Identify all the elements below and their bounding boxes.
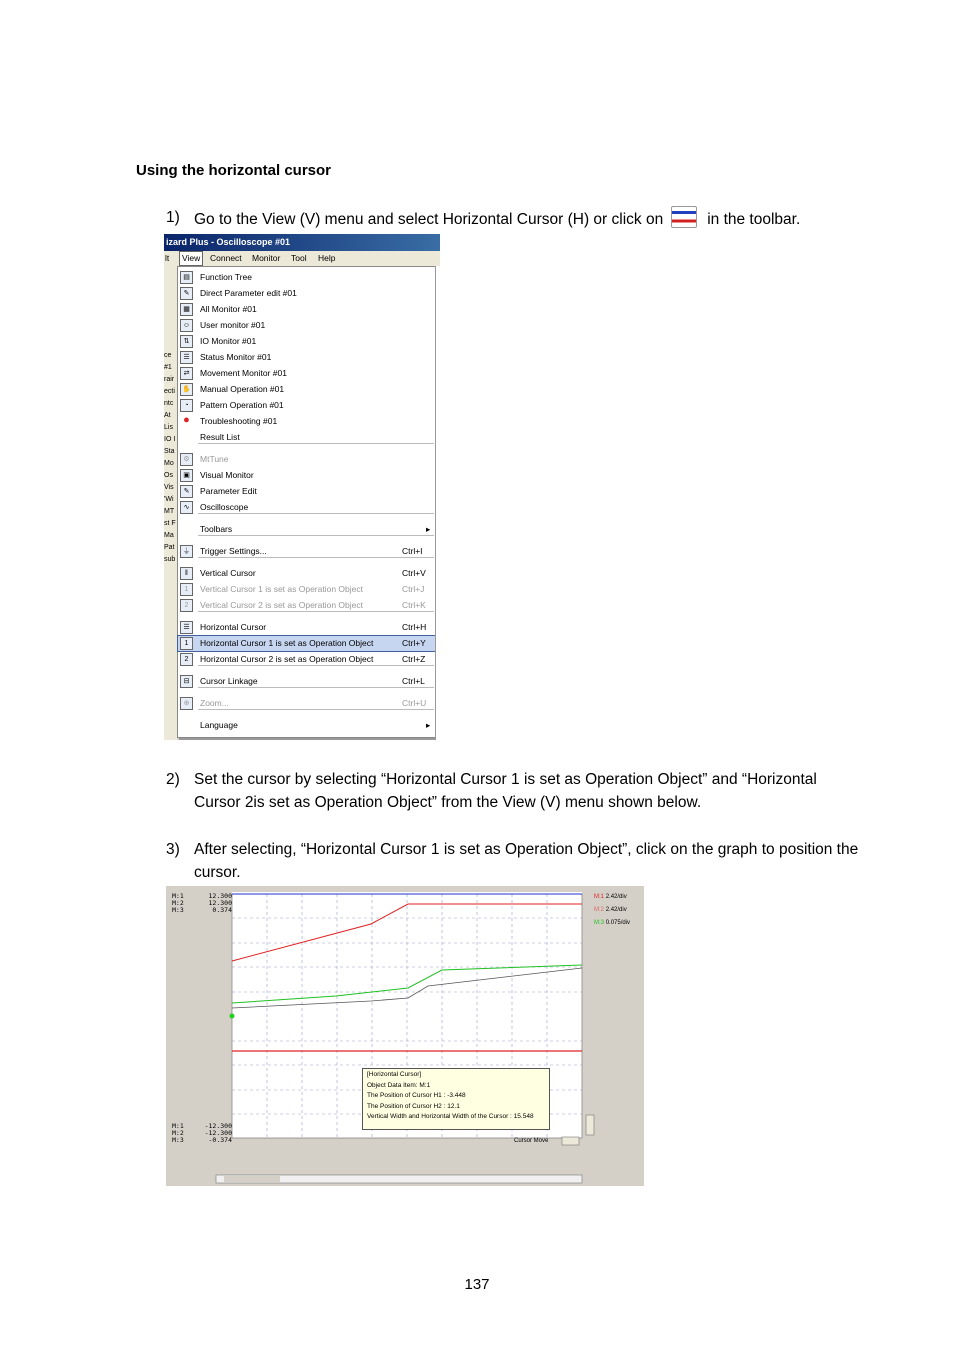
- movement-monitor-icon: ⇄: [180, 367, 193, 380]
- cursor-move-spinner: [586, 1115, 594, 1135]
- menu-separator: [198, 443, 434, 444]
- strip-fragment: Lis: [164, 424, 173, 431]
- menu-item[interactable]: [178, 366, 435, 381]
- menu-separator: [198, 557, 434, 558]
- menu-item[interactable]: [178, 620, 435, 635]
- top-channel-values: 12.300 12.300 0.374: [208, 892, 232, 914]
- strip-fragment: Mo: [164, 460, 174, 467]
- menu-item-label: Status Monitor #01: [200, 352, 272, 362]
- strip-fragment: ntc: [164, 400, 174, 407]
- menu-item-shortcut: Ctrl+Y: [402, 638, 426, 648]
- menu-item-label: Horizontal Cursor: [200, 622, 267, 632]
- cursor-move-label: Cursor Move: [514, 1138, 549, 1144]
- strip-fragment: [164, 302, 177, 314]
- page-number: 137: [464, 1276, 490, 1293]
- step-2: [166, 768, 886, 814]
- menu-item-label: Troubleshooting #01: [200, 416, 278, 426]
- menu-item-shortcut: Ctrl+H: [402, 622, 427, 632]
- menu-item-label: Language: [200, 720, 238, 730]
- horizontal-cursor-icon: [671, 206, 697, 228]
- menu-view[interactable]: View: [179, 251, 203, 266]
- background-window-edge: [435, 266, 440, 740]
- menu-item[interactable]: [178, 382, 435, 397]
- strip-fragment: Os: [164, 472, 173, 479]
- menu-item-label: Oscilloscope: [200, 502, 249, 512]
- cursor-linkage-icon: ⊟: [180, 675, 193, 688]
- parameter-edit-icon: ✎: [180, 485, 193, 498]
- strip-fragment: Ma: [164, 532, 174, 539]
- strip-fragment: Vis: [164, 484, 174, 491]
- cursor-move-buttons: [562, 1137, 579, 1145]
- strip-fragment: st F: [164, 520, 176, 527]
- strip-fragment: Pat: [164, 544, 175, 551]
- menu-item-shortcut: ▸: [426, 720, 431, 730]
- legend-entry-m2: M:2 2.42/div: [594, 907, 627, 913]
- strip-fragment: [164, 338, 177, 350]
- background-window-strip: [164, 266, 177, 740]
- menu-item-label: MtTune: [200, 454, 229, 464]
- menu-item-label: Direct Parameter edit #01: [200, 288, 297, 298]
- step-text: Go to the View (V) menu and select Horizontal Cursor (H) or click on in the toolbar.: [194, 206, 800, 231]
- menu-separator: [198, 709, 434, 710]
- menu-item: [178, 582, 435, 597]
- legend-entry-m1: M:1 2.42/div: [594, 894, 627, 900]
- strip-fragment: ecti: [164, 388, 175, 395]
- menu-item-shortcut: Ctrl+V: [402, 568, 426, 578]
- menu-item-shortcut: Ctrl+Z: [402, 654, 426, 664]
- menu-item-label: Visual Monitor: [200, 470, 254, 480]
- menu-item-label: Horizontal Cursor 1 is set as Operation Object: [200, 638, 374, 648]
- scrollbar-thumb: [224, 1176, 280, 1182]
- bottom-channel-values: -12.300 -12.300 -0.374: [204, 1122, 232, 1144]
- menu-separator: [198, 687, 434, 688]
- menu-item-shortcut: Ctrl+J: [402, 584, 425, 594]
- zoom-icon: ⊕: [180, 697, 193, 710]
- strip-fragment: At: [164, 412, 171, 419]
- menu-item[interactable]: [178, 350, 435, 365]
- menu-tool[interactable]: Tool: [291, 253, 307, 263]
- cursor-marker: [230, 1014, 235, 1019]
- menu-item-label: Movement Monitor #01: [200, 368, 287, 378]
- step-number: 2): [166, 771, 180, 788]
- menu-separator: [198, 611, 434, 612]
- menu-item-label: Trigger Settings...: [200, 546, 267, 556]
- strip-fragment: 'Wi: [164, 496, 174, 503]
- parameter-edit-icon: ✎: [180, 287, 193, 300]
- vertical-cursor-1-icon: 1: [180, 583, 193, 596]
- menu-item-label: Vertical Cursor: [200, 568, 256, 578]
- menu-item[interactable]: [178, 302, 435, 317]
- plot-svg: [166, 886, 644, 1186]
- menu-item-label: Function Tree: [200, 272, 252, 282]
- function-tree-icon: ▤: [180, 271, 193, 284]
- vertical-cursor-icon: ‖: [180, 567, 193, 580]
- horizontal-cursor-2-icon: 2: [180, 653, 193, 666]
- menu-monitor[interactable]: Monitor: [252, 253, 281, 263]
- mttune-icon: ⚙: [180, 453, 193, 466]
- menu-item-shortcut: ▸: [426, 524, 431, 534]
- strip-fragment: [164, 326, 177, 338]
- pattern-operation-icon: ◔: [180, 399, 193, 412]
- strip-fragment: [164, 290, 177, 302]
- menu-item[interactable]: [178, 318, 435, 333]
- window-title: izard Plus - Oscilloscope #01: [164, 234, 440, 251]
- strip-fragment: [164, 266, 177, 278]
- oscilloscope-screenshot: [166, 886, 644, 1186]
- view-menu-screenshot: [164, 234, 440, 740]
- menu-item-label: Parameter Edit: [200, 486, 257, 496]
- menu-separator: [198, 665, 434, 666]
- menu-item-shortcut: Ctrl+U: [402, 698, 427, 708]
- menu-lt: lt: [165, 253, 170, 263]
- io-monitor-icon: ⇅: [180, 335, 193, 348]
- monitor-icon: ▦: [180, 303, 193, 316]
- menu-connect[interactable]: Connect: [210, 253, 242, 263]
- legend-entry-m3: M:3 0.075/div: [594, 920, 631, 926]
- menu-item[interactable]: [178, 484, 435, 499]
- step-text: After selecting, “Horizontal Cursor 1 is set as Operation Object”, click on the graph to position the cursor.: [194, 841, 859, 881]
- strip-fragment: ce: [164, 352, 172, 359]
- strip-fragment: Sta: [164, 448, 175, 455]
- menu-item-label: Horizontal Cursor 2 is set as Operation Object: [200, 654, 374, 664]
- menu-item[interactable]: [178, 468, 435, 483]
- strip-fragment: sub: [164, 556, 176, 563]
- view-dropdown-menu: [177, 266, 436, 738]
- menu-item[interactable]: [178, 286, 435, 301]
- strip-fragment: MT: [164, 508, 175, 515]
- menu-item-label: Pattern Operation #01: [200, 400, 284, 410]
- menu-separator: [198, 513, 434, 514]
- bottom-channel-labels: M:1 M:2 M:3: [172, 1122, 184, 1144]
- menu-item-label: Manual Operation #01: [200, 384, 285, 394]
- step-number: 3): [166, 841, 180, 858]
- menu-item-label: Vertical Cursor 2 is set as Operation Object: [200, 600, 363, 610]
- menu-help[interactable]: Help: [318, 253, 336, 263]
- menu-item[interactable]: [178, 636, 435, 651]
- troubleshooting-icon: ●: [183, 414, 190, 426]
- horizontal-cursor-tooltip: [Horizontal Cursor] Object Data Item: M:1 The Position of Cursor H1 : -3.448 The Position of Cursor H2 : 12.1 Vertical Width and Horizontal Width of the Cursor : 15.548: [362, 1068, 550, 1130]
- menu-item-shortcut: Ctrl+K: [402, 600, 426, 610]
- menu-item-shortcut: Ctrl+L: [402, 676, 425, 686]
- section-heading: Using the horizontal cursor: [136, 162, 332, 179]
- step-1: [166, 206, 866, 229]
- menu-item[interactable]: [178, 270, 435, 285]
- menu-item-label: Vertical Cursor 1 is set as Operation Object: [200, 584, 363, 594]
- step-number: 1): [166, 209, 180, 226]
- menu-item[interactable]: [178, 398, 435, 413]
- visual-monitor-icon: ▣: [180, 469, 193, 482]
- menu-separator: [198, 535, 434, 536]
- strip-fragment: IO I: [164, 436, 176, 443]
- manual-operation-icon: ✋: [180, 383, 193, 396]
- menu-item[interactable]: [178, 566, 435, 581]
- strip-fragment: #1: [164, 364, 172, 371]
- menu-item-label: User monitor #01: [200, 320, 266, 330]
- horizontal-cursor-icon: ☰: [180, 621, 193, 634]
- menu-item-label: Zoom...: [200, 698, 229, 708]
- menu-item[interactable]: [178, 718, 435, 733]
- vertical-cursor-2-icon: 2: [180, 599, 193, 612]
- trigger-icon: ⏚: [180, 545, 193, 558]
- status-monitor-icon: ☰: [180, 351, 193, 364]
- menu-item-label: IO Monitor #01: [200, 336, 257, 346]
- user-monitor-icon: ☺: [180, 319, 193, 332]
- menu-item-label: Result List: [200, 432, 240, 442]
- menu-item-label: All Monitor #01: [200, 304, 257, 314]
- menu-item: [178, 452, 435, 467]
- strip-fragment: rair: [164, 376, 175, 383]
- horizontal-cursor-1-icon: 1: [180, 637, 193, 650]
- menu-item[interactable]: [178, 414, 435, 429]
- strip-fragment: [164, 278, 177, 290]
- oscilloscope-icon: ∿: [180, 501, 193, 514]
- menu-item-label: Cursor Linkage: [200, 676, 258, 686]
- strip-fragment: [164, 314, 177, 326]
- menu-item-shortcut: Ctrl+I: [402, 546, 423, 556]
- menu-item-label: Toolbars: [200, 524, 233, 534]
- menu-item[interactable]: [178, 334, 435, 349]
- menu-bar: [164, 251, 440, 266]
- step-3: [166, 838, 886, 884]
- top-channel-labels: M:1 M:2 M:3: [172, 892, 184, 914]
- step-text: Set the cursor by selecting “Horizontal Cursor 1 is set as Operation Object” and “Horizontal Cursor 2is set as Operation Object” from the View (V) menu shown below.: [194, 771, 817, 811]
